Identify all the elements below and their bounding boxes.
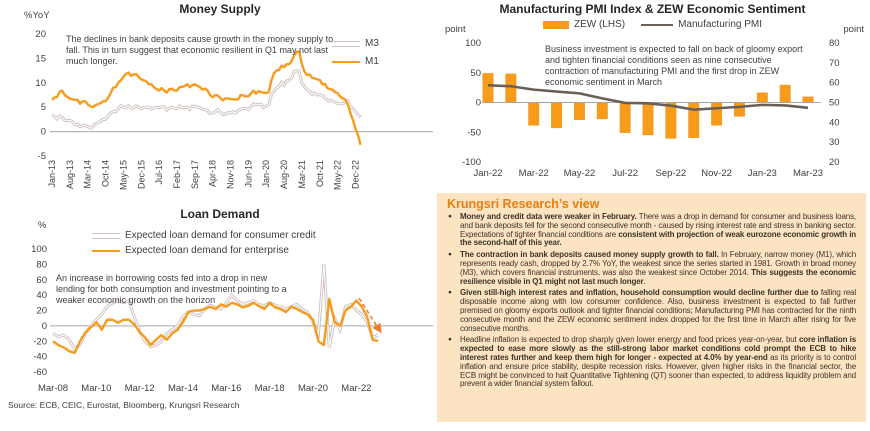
pmi-zew-chart-panel <box>435 0 870 193</box>
svg-text:5: 5 <box>40 102 46 114</box>
svg-text:Feb-17: Feb-17 <box>171 160 182 189</box>
svg-text:Mar-22: Mar-22 <box>518 168 549 179</box>
view-bullet: ● Money and credit data were weaker in February. There was a drop in demand for consumer and business loans, and bank deposits fell for the second consecutive month - caused by rising interest rate and stress in banking sector. Expectations of tighter financial conditions are consistent with projection of weak eurozone economic growth in the second-half of this year. <box>447 213 856 248</box>
money-supply-legend <box>332 38 379 67</box>
svg-text:0: 0 <box>41 320 47 332</box>
consumer-credit-legend-label: Expected loan demand for consumer credit <box>125 230 316 241</box>
svg-text:0: 0 <box>40 126 46 138</box>
svg-text:30: 30 <box>829 137 840 149</box>
svg-text:60: 60 <box>829 77 840 89</box>
svg-text:Dec-15: Dec-15 <box>136 160 147 190</box>
svg-text:Mar-14: Mar-14 <box>82 160 93 189</box>
svg-text:Jul-22: Jul-22 <box>612 168 639 179</box>
svg-text:Mar-23: Mar-23 <box>792 168 824 179</box>
svg-text:Mar-16: Mar-16 <box>211 383 242 394</box>
svg-text:0: 0 <box>475 97 481 109</box>
legend-item-m1 <box>332 56 379 67</box>
svg-text:20: 20 <box>829 157 840 168</box>
view-bullet: ● Given still-high interest rates and inflation, household consumption would decline further due to falling real disposable income along with low consumer confidence. Also, business investment is expected to fall further premised on gloomy exports outlook and tighter financial conditions; Manufacturing PMI has contracted for the ninth consecutive month and the ZEW economic sentiment index dropped for the first time in March after rising for five consecutive months. <box>447 289 856 333</box>
view-bullet: ● Headline inflation is expected to drop sharply given lower energy and food prices year-on-year, but core inflation is expected to ease more slowly as the still-strong labor market conditions cold prompt the ECB to hike interest rates further and keep them high for longer - expected at 4.0% by year-end as its priority is to control inflation and ensure price stability, despite recession risks. However, given higher risks in the financial sector, the ECB might be convinced to halt Quantitative Tightening (QT) sooner than expected, to address liquidity problem and prevent a wider financial system fallout. <box>447 336 856 389</box>
svg-text:-5: -5 <box>37 151 46 162</box>
pmi-left-axis-unit: point <box>445 24 466 35</box>
svg-text:60: 60 <box>36 274 47 286</box>
svg-text:80: 80 <box>829 38 840 49</box>
svg-text:Sep-17: Sep-17 <box>189 160 200 190</box>
svg-text:Mar-08: Mar-08 <box>37 383 69 394</box>
svg-text:Mar-22: Mar-22 <box>341 383 372 394</box>
money-supply-annotation: The declines in bank deposits cause growth in the money supply to fall. This in turn suggest that economic resilient in Q1 may not last much longer. <box>66 34 334 66</box>
money-supply-chart-panel <box>0 0 440 200</box>
svg-text:100: 100 <box>31 244 47 255</box>
svg-text:Oct-14: Oct-14 <box>100 160 111 188</box>
loan-demand-chart-panel <box>0 205 440 431</box>
svg-text:Mar-21: Mar-21 <box>296 160 307 189</box>
svg-text:Jun-19: Jun-19 <box>243 160 254 188</box>
pmi-zew-chart <box>435 0 870 193</box>
svg-text:Jul-16: Jul-16 <box>154 160 165 185</box>
svg-text:Sep-22: Sep-22 <box>655 168 687 179</box>
pmi-legend-label: Manufacturing PMI <box>678 19 763 30</box>
research-view-panel <box>437 193 866 422</box>
legend-item-m3 <box>332 38 379 49</box>
svg-text:Apr-18: Apr-18 <box>207 160 218 188</box>
svg-text:Mar-12: Mar-12 <box>124 383 155 394</box>
svg-text:Jan-13: Jan-13 <box>47 160 57 188</box>
svg-text:70: 70 <box>829 57 840 69</box>
svg-text:Mar-18: Mar-18 <box>254 383 285 394</box>
pmi-right-axis-unit: point <box>843 24 864 35</box>
money-supply-y-unit: %YoY <box>24 10 50 21</box>
svg-text:-60: -60 <box>33 367 47 379</box>
svg-text:15: 15 <box>35 53 46 65</box>
svg-text:Aug-13: Aug-13 <box>64 160 75 190</box>
loan-demand-title: Loan Demand <box>180 207 260 221</box>
svg-text:Mar-10: Mar-10 <box>81 383 112 394</box>
pmi-zew-annotation: Business investment is expected to fall on back of gloomy export and tighten financial conditions seen as nine consecutive contraction of manufacturing PMI and the first drop in ZEW economic sentiment in March <box>545 44 803 87</box>
loan-demand-chart <box>0 205 440 431</box>
loan-demand-y-unit: % <box>38 220 47 231</box>
pmi-zew-title: Manufacturing PMI Index & ZEW Economic Sentiment <box>499 2 806 16</box>
svg-text:Nov-22: Nov-22 <box>701 168 732 179</box>
view-bullet: ● The contraction in bank deposits caused money supply growth to fall. In February, narrow money (M1), which represents ready cash, dropped by 2.7% YoY, the weakest since the series started in 1981. Growth in broad money (M3), which covers financial instruments, was also the weakest since October 2014. This suggests the economic resilience visible in Q1 might not last much longer. <box>447 251 856 286</box>
research-view-title: Krungsri Research’s view <box>447 197 600 211</box>
m3-line-swatch-icon <box>332 41 360 47</box>
money-supply-title: Money Supply <box>179 2 261 16</box>
svg-text:Jan-22: Jan-22 <box>473 168 503 179</box>
loan-demand-annotation: An increase in borrowing costs fed into a drop in new lending for both consumption and investment pointing to a weaker economic growth on the horizon <box>56 273 287 305</box>
svg-text:Jan-23: Jan-23 <box>747 168 777 179</box>
svg-text:10: 10 <box>35 77 46 89</box>
svg-text:Oct-21: Oct-21 <box>314 160 325 188</box>
svg-text:50: 50 <box>829 97 840 109</box>
svg-text:-40: -40 <box>33 351 47 363</box>
svg-text:Jan-20: Jan-20 <box>261 160 272 188</box>
svg-text:Nov-18: Nov-18 <box>225 160 236 190</box>
svg-text:20: 20 <box>36 305 47 317</box>
svg-text:Mar-20: Mar-20 <box>297 383 329 394</box>
svg-text:Dec-22: Dec-22 <box>350 160 361 190</box>
research-view-bullets <box>447 213 856 389</box>
enterprise-legend-label: Expected loan demand for enterprise <box>125 245 289 256</box>
svg-text:Aug-20: Aug-20 <box>279 160 290 190</box>
svg-text:50: 50 <box>470 67 481 79</box>
svg-text:-20: -20 <box>33 336 47 348</box>
svg-text:May-15: May-15 <box>118 160 129 191</box>
svg-text:40: 40 <box>829 117 840 129</box>
svg-text:Mar-14: Mar-14 <box>167 383 199 394</box>
source-note: Source: ECB, CEIC, Eurostat, Bloomberg, Krungsri Research <box>8 400 240 410</box>
svg-text:May-22: May-22 <box>563 168 596 179</box>
m1-line-swatch-icon <box>332 61 360 63</box>
svg-text:May-22: May-22 <box>332 160 343 191</box>
svg-text:100: 100 <box>465 38 481 49</box>
money-supply-chart <box>0 0 440 200</box>
zew-legend-label: ZEW (LHS) <box>573 19 626 30</box>
svg-text:-50: -50 <box>467 127 481 139</box>
m1-legend-label: M1 <box>365 56 379 67</box>
svg-text:-100: -100 <box>461 157 481 168</box>
svg-text:20: 20 <box>35 29 46 40</box>
m3-legend-label: M3 <box>365 38 379 49</box>
svg-text:80: 80 <box>36 259 47 271</box>
svg-text:40: 40 <box>36 290 47 302</box>
